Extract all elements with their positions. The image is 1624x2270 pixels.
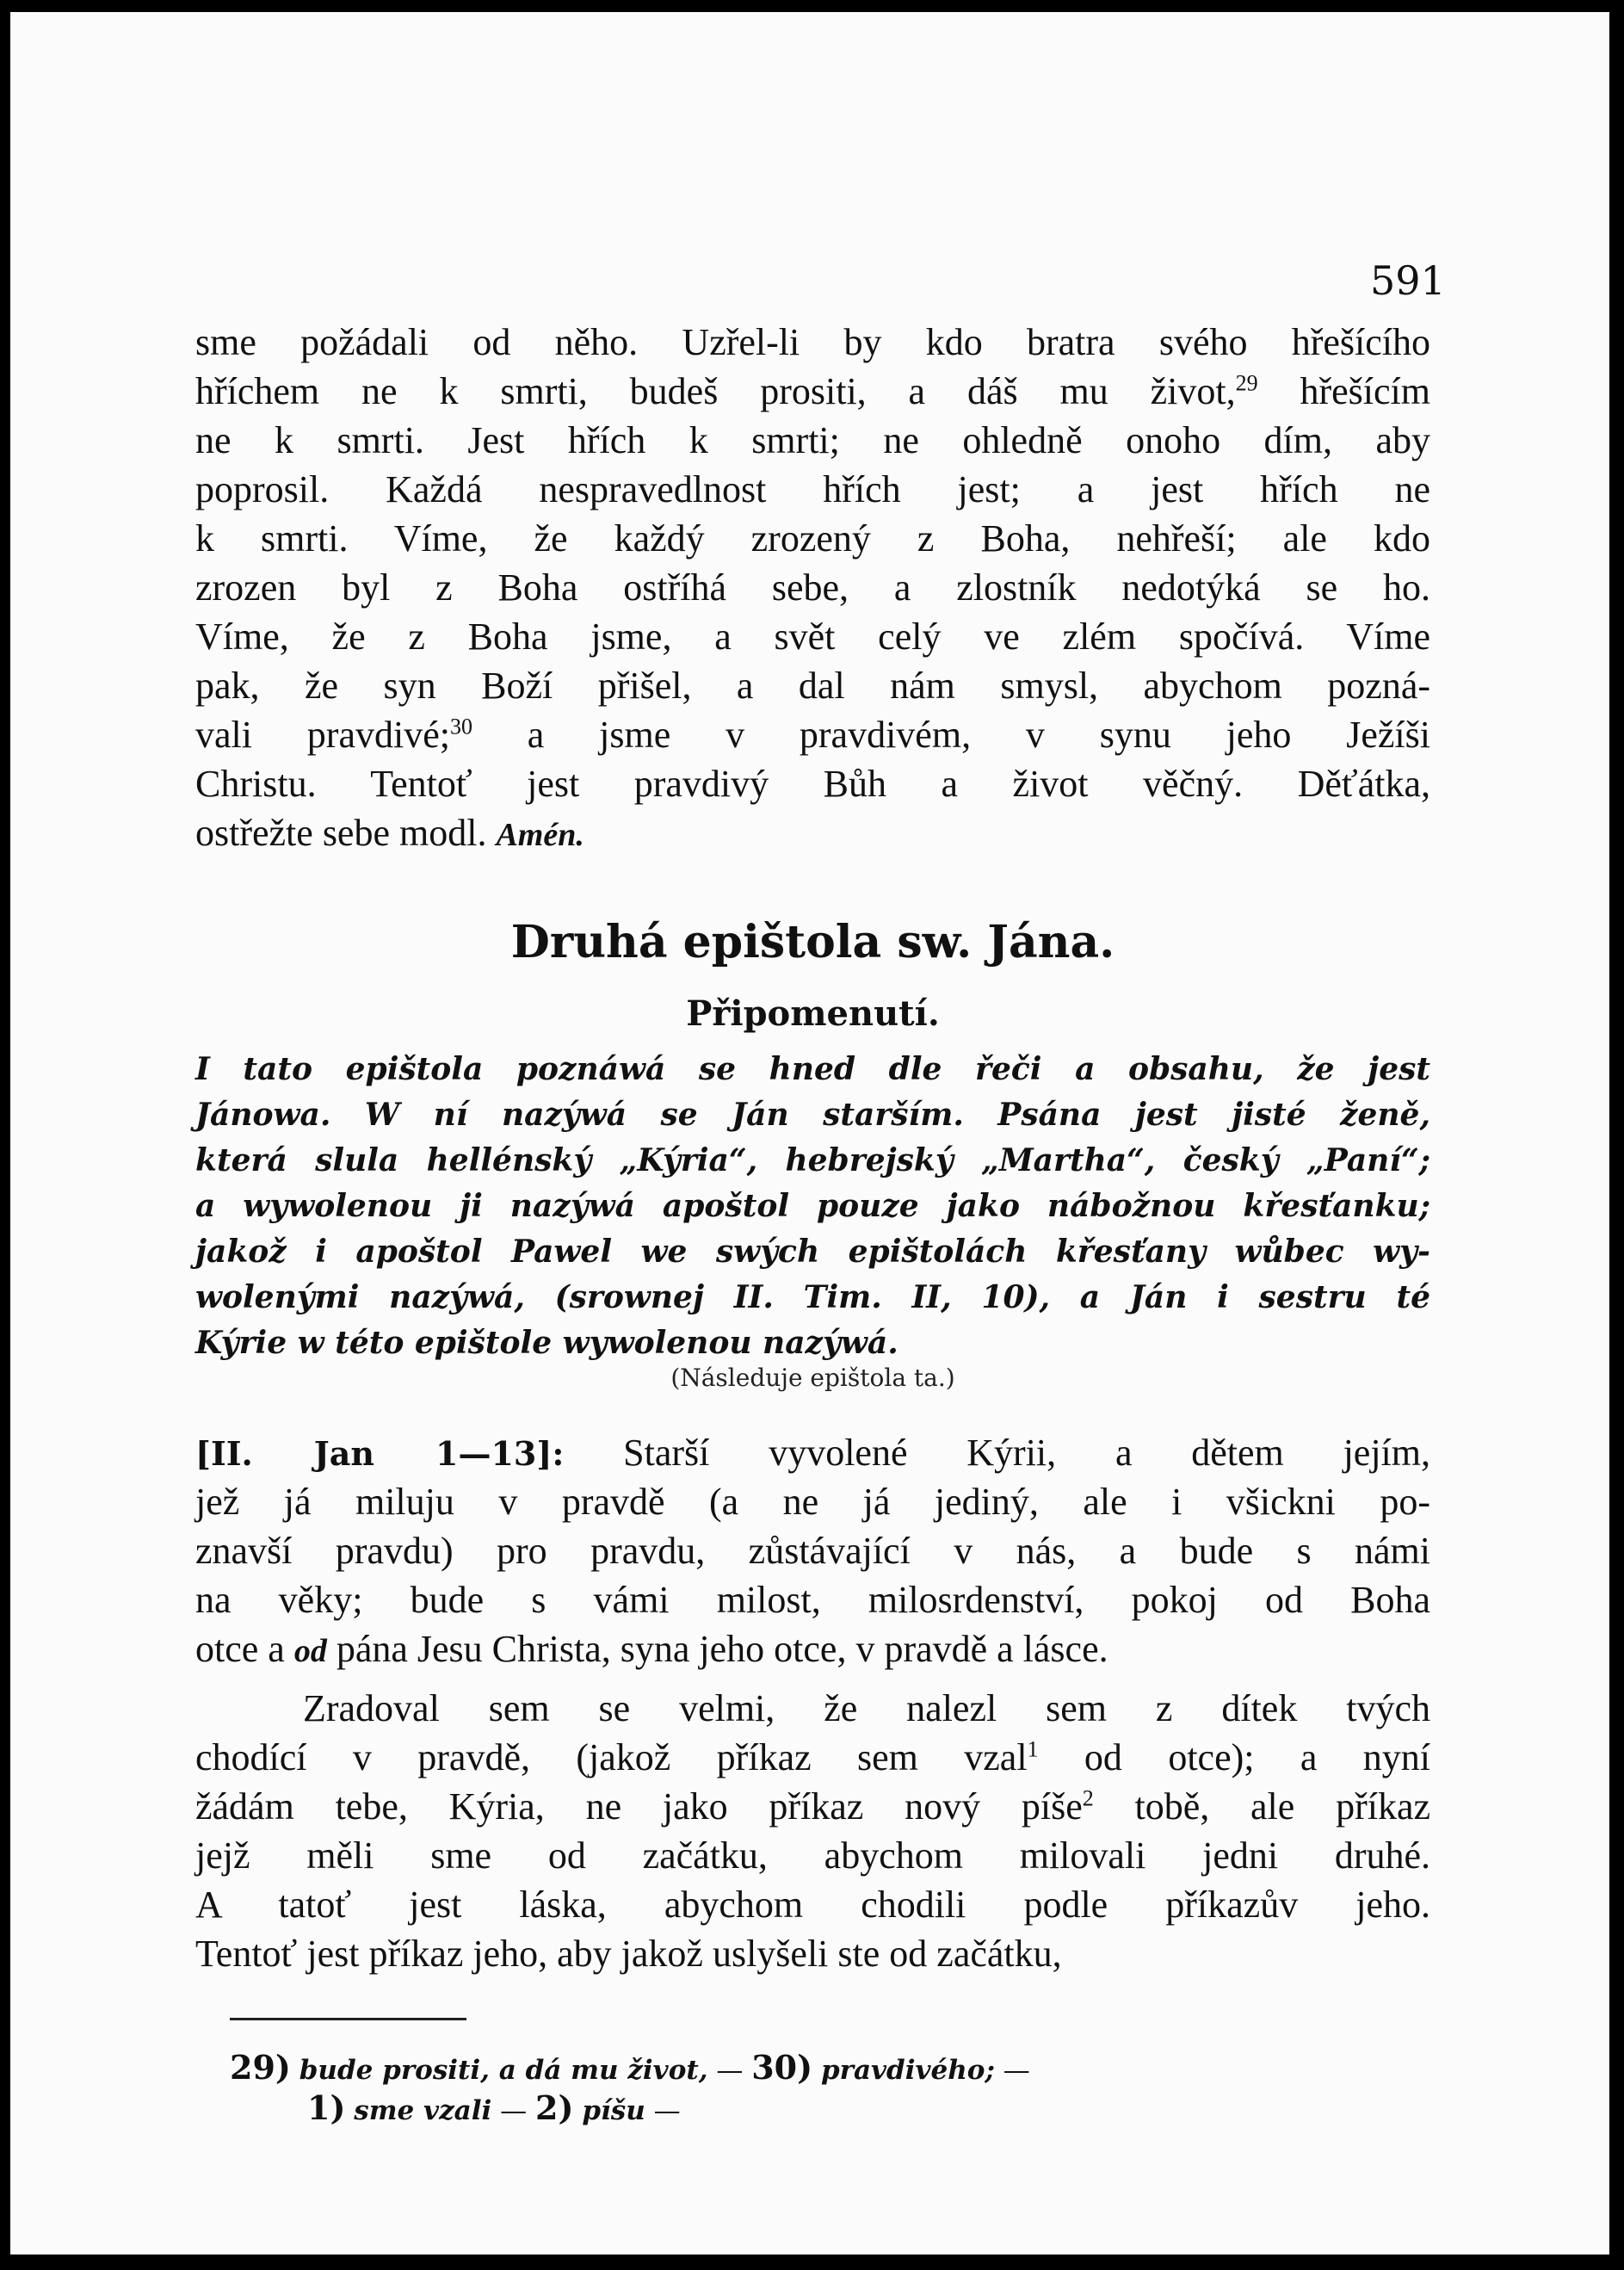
intro-note <box>195 1047 1430 1366</box>
text-segment: vali pravdivé; <box>195 714 450 756</box>
text-line <box>195 759 1430 808</box>
text-line <box>195 416 1430 465</box>
text-line <box>195 1733 1430 1782</box>
page <box>10 12 1609 2255</box>
footnote-29-number: 29) <box>230 2048 291 2087</box>
text-segment: hřešícím <box>1257 370 1431 412</box>
footnote-separator: — <box>716 2055 752 2086</box>
text-segment: Starší vyvolené Kýrii, a dětem jejím, <box>564 1432 1430 1474</box>
footnote-marker: 2 <box>1082 1785 1094 1811</box>
text-segment: jež já miluju v pravdě (a ne já jediný, ale i všickni po- <box>195 1481 1430 1523</box>
text-segment: ostřežte sebe modl. <box>195 812 497 854</box>
footnote-line-2 <box>307 2088 1340 2127</box>
footnote-marker: 30 <box>449 714 472 739</box>
text-line <box>195 1477 1430 1526</box>
note-line: která slula hellénský „Kýria“, hebrejský „Martha“, český „Paní“; <box>195 1142 1430 1178</box>
text-line <box>195 808 1430 857</box>
section-subheading: Připomenutí. <box>686 993 940 1034</box>
text-segment: poprosil. Každá nespravedlnost hřích jest; a jest hřích ne <box>195 468 1430 510</box>
text-segment: tobě, ale příkaz <box>1093 1785 1430 1828</box>
text-segment: hříchem ne k smrti, budeš prositi, a dáš mu život, <box>195 370 1236 412</box>
text-segment: k smrti. Víme, že každý zrozený z Boha, nehřeší; ale kdo <box>195 517 1430 560</box>
footnote-marker: 1 <box>1027 1736 1039 1762</box>
text-segment: a jsme v pravdivém, v synu jeho Ježíši <box>472 714 1431 756</box>
text-line <box>195 318 1430 367</box>
text-line <box>195 1782 1430 1831</box>
text-segment: pak, že syn Boží přišel, a dal nám smysl, abychom pozná- <box>195 665 1430 707</box>
text-line <box>195 1880 1430 1929</box>
text-segment: znavší pravdu) pro pravdu, zůstávající v nás, a bude s námi <box>195 1530 1430 1572</box>
italic-word: od <box>293 1633 327 1669</box>
footnote-marker: 29 <box>1235 370 1258 396</box>
text-line <box>195 661 1430 710</box>
text-line <box>195 1831 1430 1880</box>
footnote-separator: — <box>1003 2055 1030 2086</box>
page-number: 591 <box>1370 257 1446 304</box>
footnote-separator: — <box>500 2095 536 2126</box>
footnote-separator: — <box>653 2095 681 2126</box>
text-line <box>195 367 1430 416</box>
note-line: a wywolenou ji nazýwá apoštol pouze jako nábožnou křesťanku; <box>195 1188 1430 1224</box>
note-line: wolenými nazýwá, (srownej II. Tim. II, 10), a Ján i sestru té <box>195 1279 1430 1315</box>
follow-caption: (Následuje epištola ta.) <box>670 1364 955 1392</box>
text-segment: Christu. Tentoť jest pravdivý Bůh a život věčný. Děťátka, <box>195 763 1430 805</box>
footnote-line-1 <box>230 2048 1263 2087</box>
text-line <box>195 1684 1430 1733</box>
text-segment: od otce); a nyní <box>1038 1736 1430 1778</box>
text-line <box>195 465 1430 514</box>
italic-word: Amén. <box>496 817 584 853</box>
note-line: I tato epištola poznáwá se hned dle řeči a obsahu, že jest <box>195 1051 1430 1087</box>
note-line: jakož i apoštol Pawel we swých epištolách křesťany wůbec wy- <box>195 1234 1430 1270</box>
text-line <box>195 612 1430 661</box>
text-line <box>195 1929 1430 1978</box>
note-line: Kýrie w této epištole wywolenou nazýwá. <box>195 1325 898 1361</box>
paragraph-3 <box>195 1684 1430 1978</box>
text-segment: Tentoť jest příkaz jeho, aby jakož uslyšeli ste od začátku, <box>195 1933 1062 1975</box>
footnote-29-text: bude prositi, a dá mu život, <box>299 2055 708 2086</box>
text-segment: A tatoť jest láska, abychom chodili podle příkazův jeho. <box>195 1883 1430 1926</box>
note-line: Jánowa. W ní nazýwá se Ján starším. Psána jest jisté ženě, <box>195 1097 1430 1133</box>
footnote-1-number: 1) <box>307 2088 346 2127</box>
text-segment: žádám tebe, Kýria, ne jako příkaz nový píše <box>195 1785 1083 1828</box>
paragraph-2 <box>195 1428 1430 1673</box>
footnote-2-number: 2) <box>535 2088 574 2127</box>
footnote-rule <box>230 2018 466 2020</box>
text-line <box>195 514 1430 563</box>
text-line <box>195 1575 1430 1624</box>
section-heading: Druhá epištola sw. Jána. <box>510 916 1115 968</box>
text-segment: sme požádali od něho. Uzřel-li by kdo bratra svého hřešícího <box>195 321 1430 363</box>
footnote-30-number: 30) <box>751 2048 813 2087</box>
text-segment: Víme, že z Boha jsme, a svět celý ve zlém spočívá. Víme <box>195 615 1430 658</box>
text-segment: jejž měli sme od začátku, abychom milovali jedni druhé. <box>195 1834 1430 1877</box>
text-line <box>195 1624 1430 1673</box>
text-segment: pána Jesu Christa, syna jeho otce, v pravdě a lásce. <box>326 1628 1108 1670</box>
scripture-reference: [II. Jan 1—13]: <box>195 1434 565 1473</box>
text-segment: na věky; bude s vámi milost, milosrdenství, pokoj od Boha <box>195 1579 1430 1621</box>
text-line <box>195 1526 1430 1575</box>
text-line <box>195 1428 1430 1477</box>
text-line <box>195 563 1430 612</box>
text-line <box>195 710 1430 759</box>
text-segment: chodící v pravdě, (jakož příkaz sem vzal <box>195 1736 1028 1778</box>
text-segment: otce a <box>195 1628 294 1670</box>
text-segment: Zradoval sem se velmi, že nalezl sem z dítek tvých <box>303 1687 1430 1729</box>
text-segment: zrozen byl z Boha ostříhá sebe, a zlostník nedotýká se ho. <box>195 566 1430 609</box>
footnote-30-text: pravdivého; <box>820 2055 995 2086</box>
paragraph-1 <box>195 318 1430 857</box>
footnote-1-text: sme vzali <box>354 2095 492 2126</box>
footnote-2-text: píšu <box>582 2095 645 2126</box>
text-segment: ne k smrti. Jest hřích k smrti; ne ohledně onoho dím, aby <box>195 419 1430 461</box>
